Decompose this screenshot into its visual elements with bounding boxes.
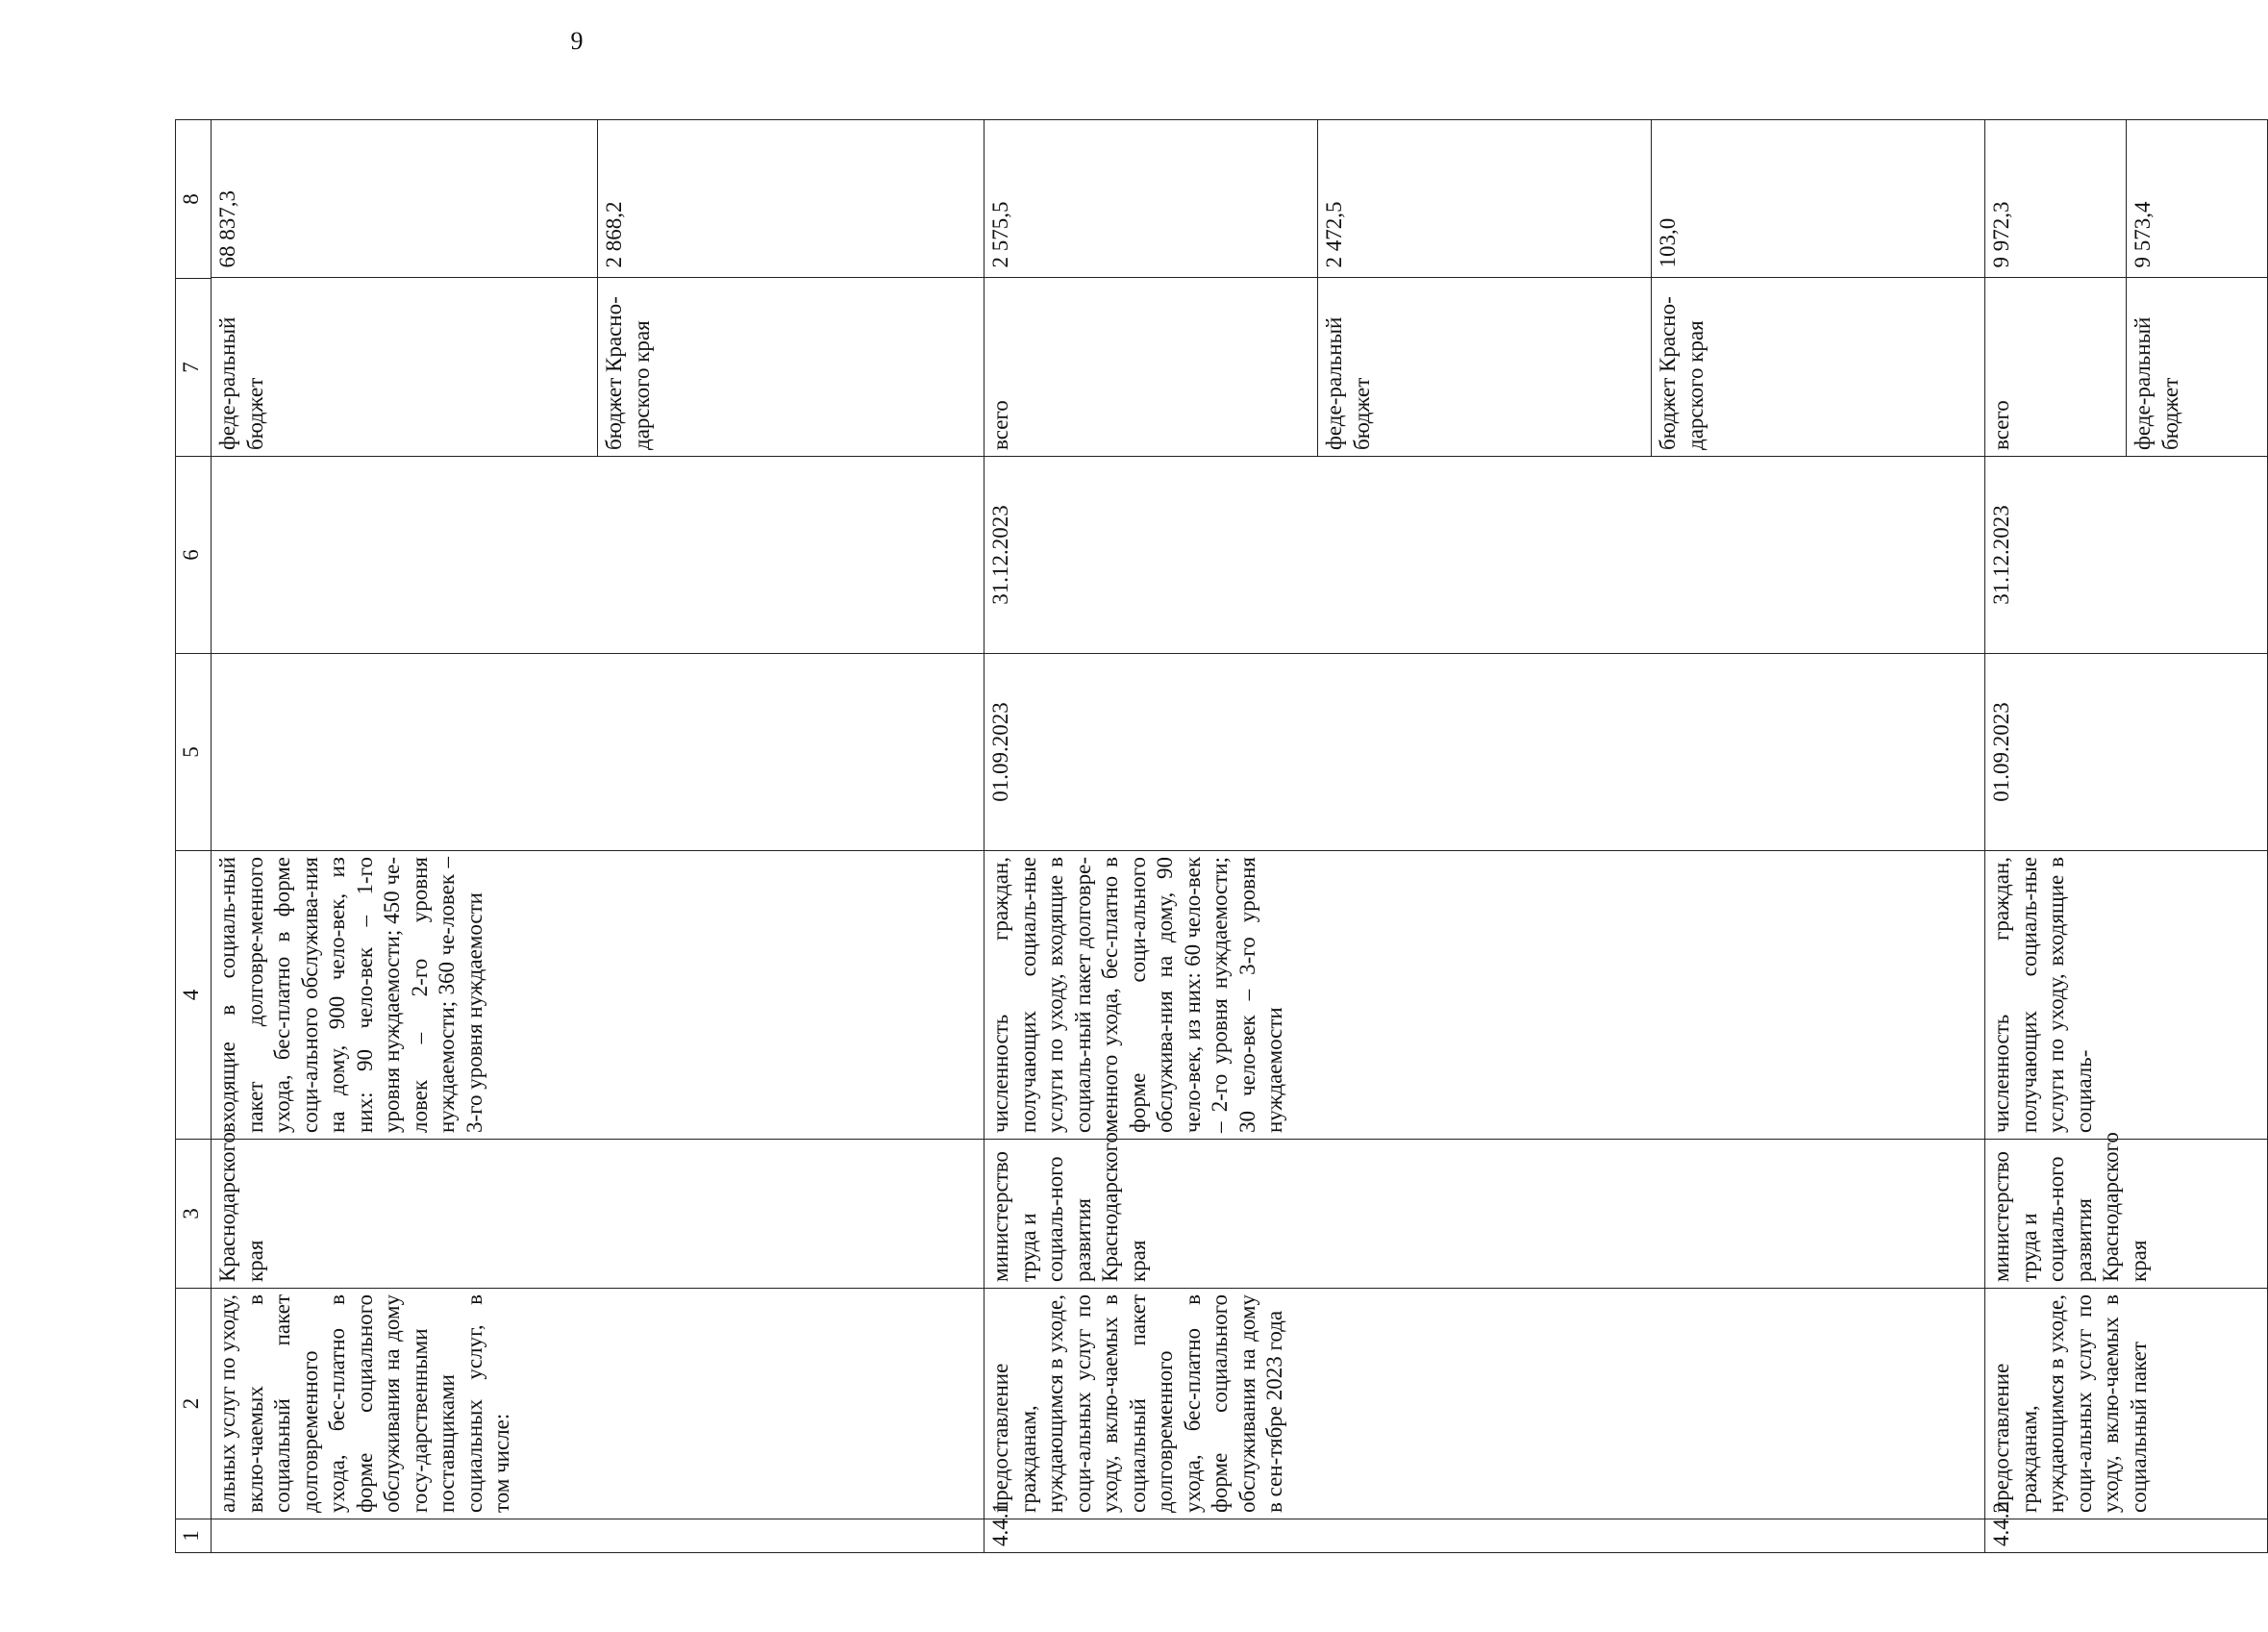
header-cell: 4 [176, 851, 212, 1140]
row-number: 4.4.2 [1985, 1519, 2268, 1553]
header-cell: 5 [176, 654, 212, 851]
funding-source: феде-ральный бюджет [212, 278, 598, 456]
plan-table [175, 119, 2268, 1553]
funding-cell [984, 120, 1985, 457]
funding-amount: 9 972,3 [1989, 201, 2013, 268]
funding-cell [1985, 120, 2268, 457]
funding-source: бюджет Красно-дарского края [1652, 278, 1985, 456]
row-number [212, 1519, 984, 1553]
header-cell: 2 [176, 1289, 212, 1519]
row-description: альных услуг по уходу, вклю-чаемых в социальный пакет долговременного ухода, бес-платно в форме социального обслуживания на дому госу-дарственными поставщиками социальных услуг, в том числе: [212, 1289, 984, 1519]
row-number: 4.4.1 [984, 1519, 1985, 1553]
funding-source: всего [984, 278, 1318, 456]
header-cell: 8 [176, 120, 212, 279]
funding-row [1318, 119, 1652, 456]
funding-row [984, 119, 1318, 456]
funding-source: бюджет Красно-дарского края [598, 278, 984, 456]
funding-row [1985, 119, 2127, 456]
header-row [176, 120, 212, 1553]
row-description: предоставление гражданам, нуждающимся в уходе, соци-альных услуг по уходу, вклю-чаемых в социальный пакет долговременного ухода, бес-платно в форме социального обслуживания на дому в сен-тябре 2023 года [984, 1289, 1985, 1519]
row-executor: Краснодарского края [212, 1140, 984, 1289]
row-indicator: численность граждан, получающих социаль-ные услуги по уходу, входящие в социаль-ный пакет долговре-менного ухода, бес-платно в форме соци-ального обслужива-ния на дому, 90 чело-век, из них: 60 чело-век – 2-го уровня нуждаемости; 30 чело-век – 3-го уровня нуждаемости [984, 851, 1985, 1140]
rotated-table-container [175, 120, 2182, 1553]
header-cell: 7 [176, 279, 212, 457]
funding-subtable [984, 119, 1984, 456]
row-indicator: входящие в социаль-ный пакет долговре-менного ухода, бес-платно в форме соци-ального обслужива-ния на дому, 900 чело-век, из них: 90 чело-век – 1-го уровня нуждаемости; 450 че-ловек – 2-го уровня нуждаемости; 360 че-ловек – 3-го уровня нуждаемости [212, 851, 984, 1140]
table-row [984, 120, 1985, 1553]
funding-subtable [212, 119, 984, 456]
header-cell: 1 [176, 1519, 212, 1553]
funding-row [598, 119, 984, 456]
row-start-date: 01.09.2023 [1985, 654, 2268, 851]
funding-source: феде-ральный бюджет [1318, 278, 1652, 456]
table-row [212, 120, 984, 1553]
row-end-date: 31.12.2023 [984, 457, 1985, 654]
funding-amount: 68 837,3 [215, 190, 239, 268]
row-executor: министерство труда и социаль-ного развития Краснодарского края [984, 1140, 1985, 1289]
funding-amount: 2 575,5 [988, 201, 1012, 268]
funding-subtable [1985, 119, 2267, 456]
funding-row [2127, 119, 2268, 456]
row-executor: министерство труда и социаль-ного развития Краснодарского края [1985, 1140, 2268, 1289]
row-end-date [212, 457, 984, 654]
funding-row [1652, 119, 1985, 456]
funding-source: всего [1985, 278, 2127, 456]
row-start-date [212, 654, 984, 851]
funding-amount: 2 868,2 [598, 119, 984, 278]
header-cell: 6 [176, 457, 212, 654]
funding-source: феде-ральный бюджет [2127, 278, 2268, 456]
funding-row [212, 119, 598, 456]
page-number: 9 [570, 27, 584, 55]
row-start-date: 01.09.2023 [984, 654, 1985, 851]
funding-amount: 9 573,4 [2127, 119, 2268, 278]
funding-cell [212, 120, 984, 457]
header-cell: 3 [176, 1140, 212, 1289]
funding-amount: 2 472,5 [1318, 119, 1652, 278]
table-row [1985, 120, 2268, 1553]
funding-amount: 103,0 [1652, 119, 1985, 278]
row-indicator: численность граждан, получающих социаль-ные услуги по уходу, входящие в социаль- [1985, 851, 2268, 1140]
row-end-date: 31.12.2023 [1985, 457, 2268, 654]
row-description: предоставление гражданам, нуждающимся в уходе, соци-альных услуг по уходу, вклю-чаемых в социальный пакет [1985, 1289, 2268, 1519]
